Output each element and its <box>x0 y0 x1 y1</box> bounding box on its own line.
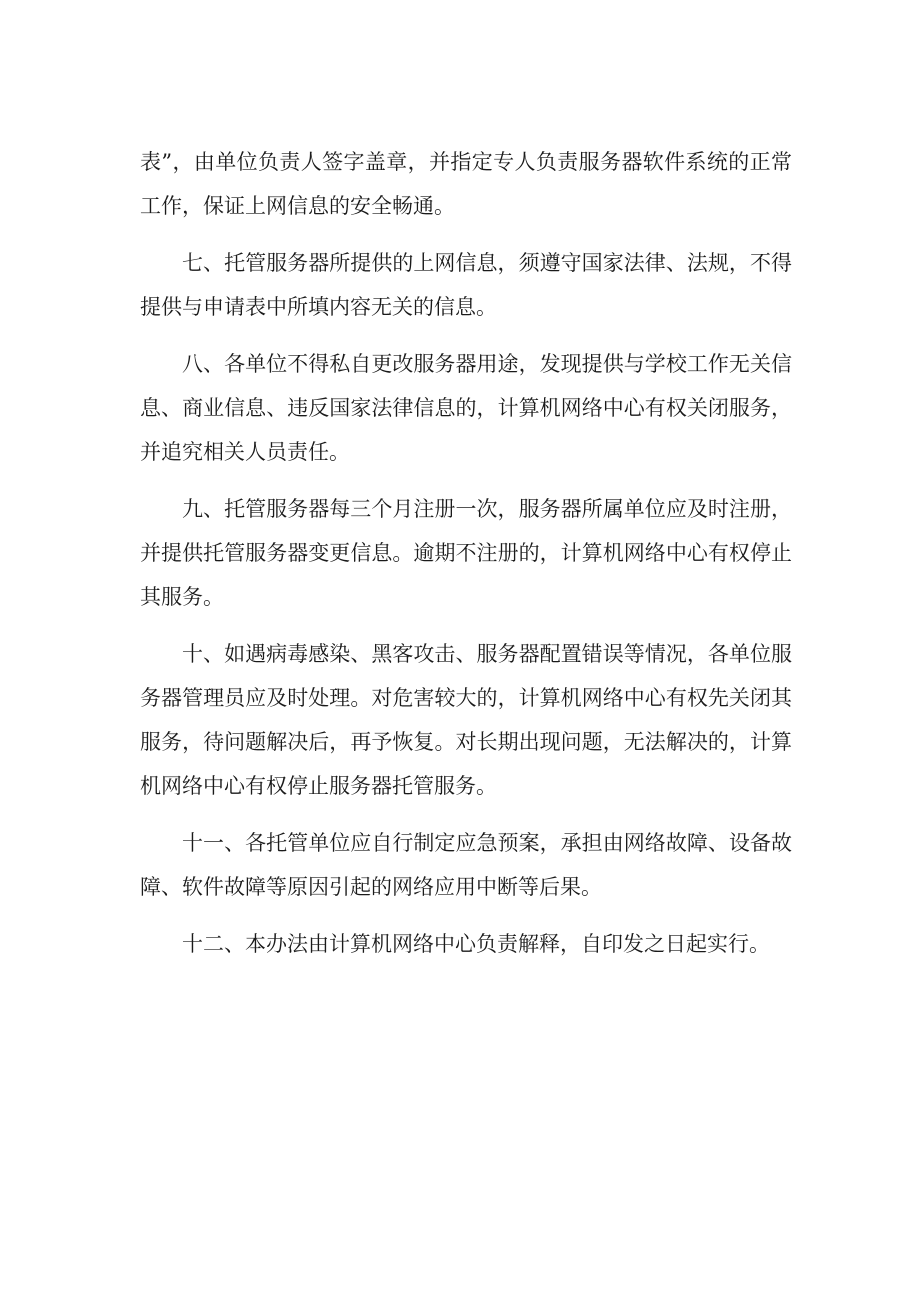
document-body <box>140 140 792 979</box>
paragraph-item-10: 十、如遇病毒感染、黑客攻击、服务器配置错误等情况，各单位服务器管理员应及时处理。对危害较大的，计算机网络中心有权先关闭其服务，待问题解决后，再予恢复。对长期出现问题，无法解决的，计算机网络中心有权停止服务器托管服务。 <box>140 642 792 798</box>
paragraph-item-9: 九、托管服务器每三个月注册一次，服务器所属单位应及时注册，并提供托管服务器变更信息。逾期不注册的，计算机网络中心有权停止其服务。 <box>140 497 792 609</box>
paragraph-item-8: 八、各单位不得私自更改服务器用途，发现提供与学校工作无关信息、商业信息、违反国家法律信息的，计算机网络中心有权关闭服务，并追究相关人员责任。 <box>140 352 792 464</box>
paragraph-item-7: 七、托管服务器所提供的上网信息，须遵守国家法律、法规，不得提供与申请表中所填内容无关的信息。 <box>140 251 792 319</box>
paragraph-continuation: 表”，由单位负责人签字盖章，并指定专人负责服务器软件系统的正常工作，保证上网信息的安全畅通。 <box>140 150 792 218</box>
paragraph-item-11: 十一、各托管单位应自行制定应急预案，承担由网络故障、设备故障、软件故障等原因引起的网络应用中断等后果。 <box>140 831 792 899</box>
paragraph-item-12: 十二、本办法由计算机网络中心负责解释，自印发之日起实行。 <box>182 932 770 956</box>
